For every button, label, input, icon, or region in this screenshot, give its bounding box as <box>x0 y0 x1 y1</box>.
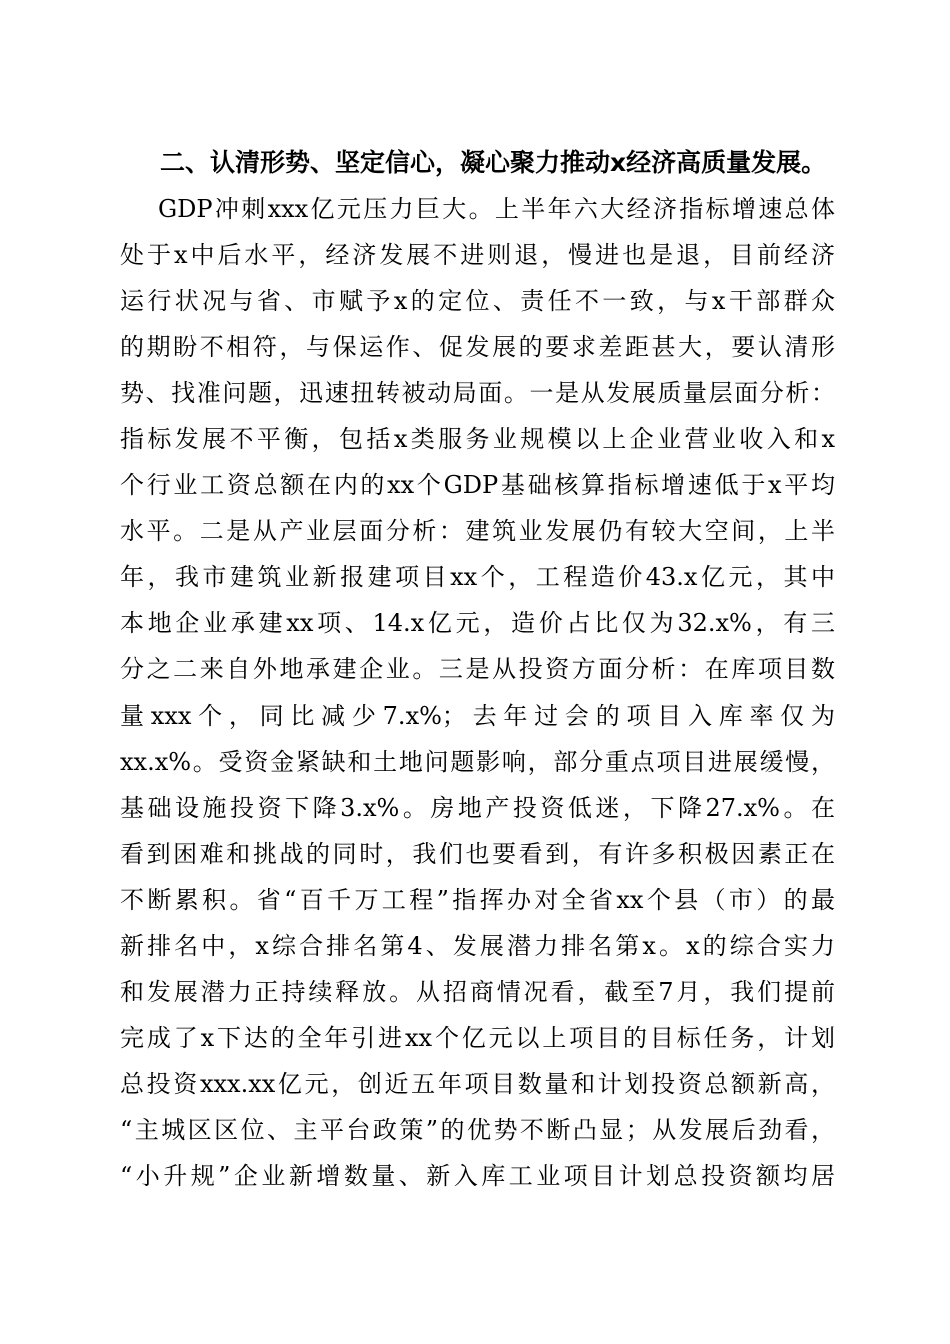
paragraph-line: GDP冲刺xxx亿元压力巨大。上半年六大经济指标增速总体 <box>158 195 835 223</box>
paragraph-line: 新排名中，x综合排名第4、发展潜力排名第x。x的综合实力 <box>120 931 835 960</box>
paragraph-line: 处于x中后水平，经济发展不进则退，慢进也是退，目前经济 <box>120 241 835 270</box>
paragraph-line: 本地企业承建xx项、14.x亿元，造价占比仅为32.x%，有三 <box>120 609 835 638</box>
paragraph-line: 个行业工资总额在内的xx个GDP基础核算指标增速低于x平均 <box>120 471 835 500</box>
paragraph-line: 指标发展不平衡，包括x类服务业规模以上企业营业收入和x <box>120 425 835 454</box>
paragraph-line: “小升规”企业新增数量、新入库工业项目计划总投资额均居 <box>120 1161 835 1190</box>
paragraph-line: 看到困难和挑战的同时，我们也要看到，有许多积极因素正在 <box>120 839 835 868</box>
paragraph-line: 不断累积。省“百千万工程”指挥办对全省xx个县（市）的最 <box>120 885 835 914</box>
paragraph-line: 总投资xxx.xx亿元，创近五年项目数量和计划投资总额新高， <box>120 1069 835 1098</box>
paragraph-line: 水平。二是从产业层面分析：建筑业发展仍有较大空间，上半 <box>120 517 835 546</box>
paragraph-line: 完成了x下达的全年引进xx个亿元以上项目的目标任务，计划 <box>120 1023 835 1052</box>
paragraph-line: 分之二来自外地承建企业。三是从投资方面分析：在库项目数 <box>120 655 835 684</box>
section-heading: 二、认清形势、坚定信心，凝心聚力推动x经济高质量发展。 <box>160 148 827 177</box>
paragraph-line: 年，我市建筑业新报建项目xx个，工程造价43.x亿元，其中 <box>120 563 835 592</box>
paragraph-line: xx.x%。受资金紧缺和土地问题影响，部分重点项目进展缓慢， <box>120 747 835 776</box>
body-paragraph <box>120 186 835 1199</box>
paragraph-line: 基础设施投资下降3.x%。房地产投资低迷，下降27.x%。在 <box>120 793 835 822</box>
paragraph-line: “主城区区位、主平台政策”的优势不断凸显；从发展后劲看， <box>120 1115 835 1144</box>
paragraph-line: 量xxx个，同比减少7.x%；去年过会的项目入库率仅为 <box>120 701 835 730</box>
paragraph-line: 势、找准问题，迅速扭转被动局面。一是从发展质量层面分析： <box>120 379 835 408</box>
paragraph-line: 和发展潜力正持续释放。从招商情况看，截至7月，我们提前 <box>120 977 835 1006</box>
paragraph-line: 的期盼不相符，与保运作、促发展的要求差距甚大，要认清形 <box>120 333 835 362</box>
paragraph-line: 运行状况与省、市赋予x的定位、责任不一致，与x干部群众 <box>120 287 835 316</box>
